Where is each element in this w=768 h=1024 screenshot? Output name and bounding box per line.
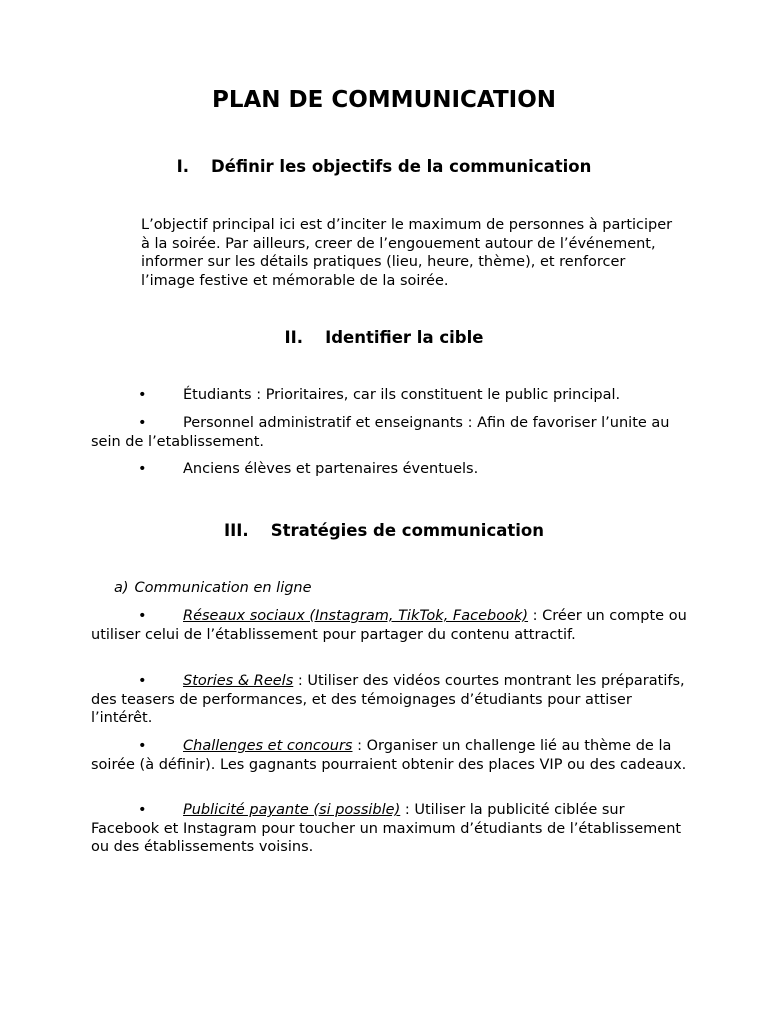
bullet-icon: • xyxy=(138,387,147,403)
list-item-text: Personnel administratif et enseignants : Afin de favoriser l’unite au sein de l’etablissement. xyxy=(91,415,670,450)
section-title: Stratégies de communication xyxy=(270,521,544,540)
section-heading-strategies xyxy=(0,521,768,541)
list-item-text: : Créer un compte ou utiliser celui de l’établissement pour partager du contenu attractif. xyxy=(91,608,687,643)
list-item-text: : Utiliser la publicité ciblée sur Facebook et Instagram pour toucher un maximum d’étudiants de l’établissement ou des établissements voisins. xyxy=(91,802,682,855)
bullet-icon: • xyxy=(138,802,147,818)
list-item-text: Anciens élèves et partenaires éventuels. xyxy=(183,461,479,477)
subsection-title: Communication en ligne xyxy=(134,580,312,596)
bullet-icon: • xyxy=(138,608,147,624)
section-number: III. xyxy=(224,521,249,540)
list-item xyxy=(91,737,691,774)
bullet-icon: • xyxy=(138,461,147,477)
list-item xyxy=(91,607,691,644)
list-item-text: : Organiser un challenge lié au thème de la soirée (à définir). Les gagnants pourraient obtenir des places VIP ou des cadeaux. xyxy=(91,738,687,773)
bullet-icon: • xyxy=(138,673,147,689)
list-item xyxy=(91,460,691,479)
list-item-text: : Utiliser des vidéos courtes montrant les préparatifs, des teasers de performances, et des témoignages d’étudiants pour attiser l’intérêt. xyxy=(91,673,685,726)
list-item-text: Étudiants : Prioritaires, car ils constituent le public principal. xyxy=(183,387,621,403)
bullet-icon: • xyxy=(138,738,147,754)
section-heading-objectives xyxy=(0,157,768,177)
list-item xyxy=(91,386,691,405)
section-title: Identifier la cible xyxy=(325,328,484,347)
list-item xyxy=(91,672,691,728)
list-item xyxy=(91,414,691,451)
item-label: Publicité payante (si possible) xyxy=(183,802,401,818)
list-item xyxy=(91,801,691,857)
subsection-heading xyxy=(114,579,312,598)
section-heading-target xyxy=(0,328,768,348)
item-label: Stories & Reels xyxy=(183,673,294,689)
bullet-icon: • xyxy=(138,415,147,431)
section-title: Définir les objectifs de la communication xyxy=(211,157,592,176)
document-title: PLAN DE COMMUNICATION xyxy=(211,87,556,113)
objectives-paragraph: L’objectif principal ici est d’inciter le maximum de personnes à participer à la soirée. Par ailleurs, creer de l’engouement autour de l’événement, informer sur les détails pratiques (lieu, heure, thème), et renforcer l’image festive et mémorable de la soirée. xyxy=(141,217,673,289)
section-number: I. xyxy=(176,157,190,176)
subsection-letter: a) xyxy=(114,580,129,596)
item-label: Réseaux sociaux (Instagram, TikTok, Facebook) xyxy=(183,608,529,624)
item-label: Challenges et concours xyxy=(183,738,353,754)
section-number: II. xyxy=(284,328,304,347)
